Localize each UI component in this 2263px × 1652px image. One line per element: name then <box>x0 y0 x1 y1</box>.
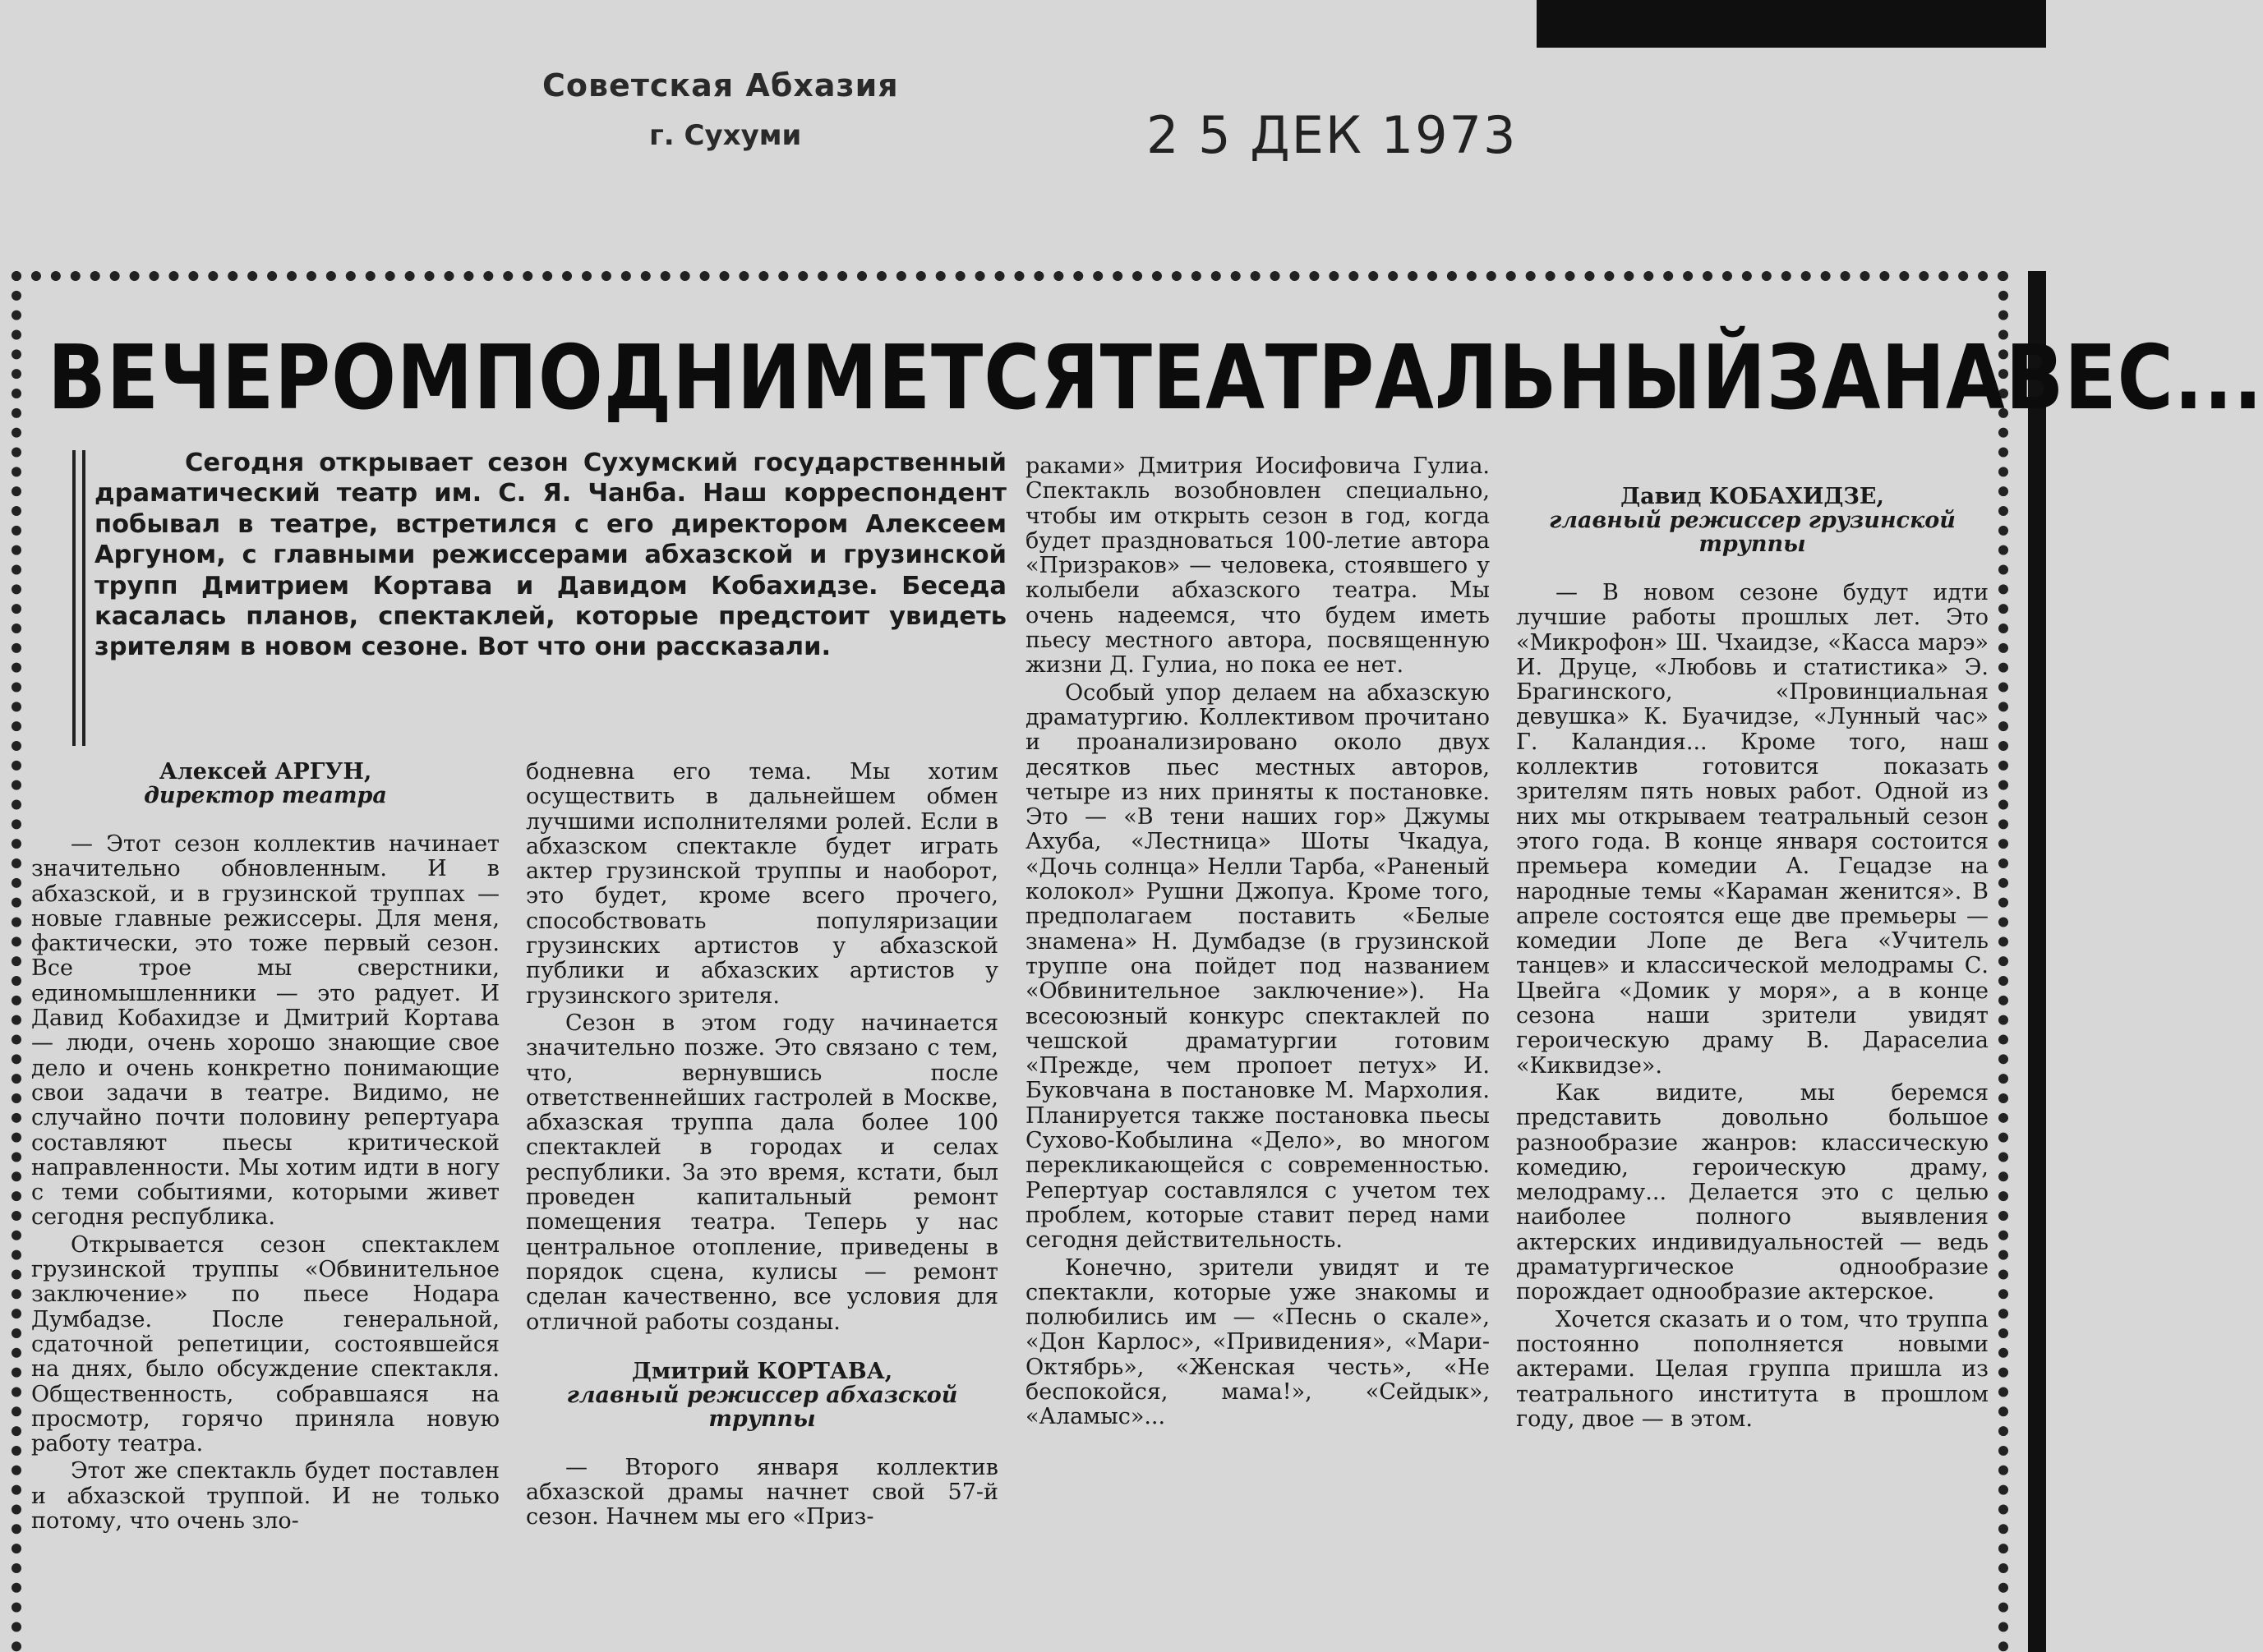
paragraph: Хочется сказать и о том, что труппа постоянно пополняется новыми актерами. Целая группа пришла из театрального института в прошлом году, двое — в этом. <box>1516 1306 1989 1432</box>
byline-name: Дмитрий КОРТАВА, <box>631 1358 893 1384</box>
paragraph: Этот же спектакль будет поставлен и абхазской труппой. И не только потому, что очень зло- <box>31 1458 500 1535</box>
byline-name: Давид КОБАХИДЗЕ, <box>1620 484 1884 509</box>
article-lead: Сегодня открывает сезон Сухумский государственный драматический театр им. С. Я. Чанба. Наш корреспондент побывал в театре, встретился с его директором Алексеем Аргуном, с главными режиссерами абхазской и грузинской трупп Дмитрием Кортава и Давидом Кобахидзе. Беседа касалась планов, спектаклей, которые предстоит увидеть зрителям в новом сезоне. Вот что они рассказали. <box>94 449 1007 662</box>
intro-marker <box>72 450 85 746</box>
column-1 <box>31 760 500 1536</box>
byline-argun <box>31 760 500 808</box>
headline <box>48 327 2263 434</box>
paragraph: Открывается сезон спектаклем грузинской труппы «Обвинительное заключение» по пьесе Нодара Думбадзе. После генеральной, сдаточной репетиции, состоявшейся на днях, было обсуждение спектакля. Общественность, собравшаяся на просмотр, горячо приняла новую работу театра. <box>31 1231 500 1457</box>
scan-dark-corner <box>1537 0 2046 48</box>
paragraph: бодневна его тема. Мы хотим осуществить в дальнейшем обмен лучшими исполнителями ролей. Если в абхазском спектакле будет играть актер грузинской труппы и наоборот, это будет, кроме всего прочего, способствовать популяризации грузинских артистов у абхазской публики и абхазских артистов у грузинского зрителя. <box>526 759 998 1009</box>
byline-role: директор театра <box>144 783 387 808</box>
byline-kortava <box>526 1360 998 1431</box>
headline-word-2: ПОДНИМЕТСЯ <box>473 327 1100 430</box>
column-3 <box>1025 454 1490 1433</box>
paragraph: Особый упор делаем на абхазскую драматургию. Коллективом прочитано и проанализировано около двух десятков пьес местных авторов, четыре из них приняты к постановке. Это — «В тени наших гор» Джумы Ахуба, «Лестница» Шоты Чкадуа, «Дочь солнца» Нелли Тарба, «Раненый колокол» Рушни Джопуа. Кроме того, предполагаем поставить «Белые знамена» Н. Думбадзе (в грузинской труппе она пойдет под названием «Обвинительное заключение»). На всесоюзный конкурс спектаклей по чешской драматургии готовим «Прежде, чем пропоет петух» И. Буковчана в постановке М. Мархолия. Планируется также постановка пьесы Сухово-Кобылина «Дело», во многом перекликающейся с современностью. Репертуар составлялся с учетом тех проблем, которые ставит перед нами сегодня действительность. <box>1025 679 1490 1254</box>
stamp-city: г. Сухуми <box>649 119 802 152</box>
paragraph: Конечно, зрители увидят и те спектакли, которые уже знакомы и полюбились им — «Песнь о скале», «Дон Карлос», «Привидения», «Мари-Октябрь», «Женская честь», «Не беспокойся, мама!», «Сейдык», «Аламыс»... <box>1025 1254 1490 1430</box>
headline-word-1: ВЕЧЕРОМ <box>48 327 474 430</box>
stamp-newspaper: Советская Абхазия <box>542 67 899 104</box>
column-2 <box>526 760 998 1533</box>
paragraph: раками» Дмитрия Иосифовича Гулиа. Спектакль возобновлен специально, чтобы им открыть сезон в год, когда будет праздноваться 100-летие автора «Призраков» — человека, стоявшего у колыбели абхазского театра. Мы очень надеемся, что будем иметь пьесу местного автора, посвященную жизни Д. Гулиа, но пока ее нет. <box>1025 453 1490 679</box>
paragraph: — В новом сезоне будут идти лучшие работы прошлых лет. Это «Микрофон» Ш. Чхаидзе, «Касса марэ» И. Друце, «Любовь и статистика» Э. Брагинского, «Провинциальная девушка» К. Буачидзе, «Лунный час» Г. Каландия... Кроме того, наш коллектив готовится показать зрителям пять новых работ. Одной из них мы открываем театральный сезон этого года. В конце января состоится премьера комедии А. Гецадзе на народные темы «Караман женится». В апреле состоятся еще две премьеры — комедии Лопе де Вега «Учитель танцев» и классической мелодрамы С. Цвейга «Домик у моря», а в конце сезона наши зрители увидят героическую драму В. Дараселиа «Киквидзе». <box>1516 580 1989 1079</box>
paragraph: Сезон в этом году начинается значительно позже. Это связано с тем, что, вернувшись после ответственнейших гастролей в Москве, абхазская труппа дала более 100 спектаклей в городах и селах республики. За это время, кстати, был проведен капитальный ремонт помещения театра. Теперь у нас центральное отопление, приведены в порядок сцена, кулисы — ремонт сделан качественно, все условия для отличной работы созданы. <box>526 1010 998 1335</box>
column-4 <box>1516 485 1989 1434</box>
headline-word-3: ТЕАТРАЛЬНЫЙ <box>1099 327 1767 430</box>
byline-role: главный режиссер абхазской труппы <box>566 1382 958 1432</box>
paragraph: — Второго января коллектив абхазской драмы начнет свой 57-й сезон. Начнем мы его «Приз- <box>526 1454 998 1530</box>
byline-kobakhidze <box>1516 485 1989 556</box>
byline-role: главный режиссер грузинской труппы <box>1549 508 1956 557</box>
headline-word-4: ЗАНАВЕС... <box>1766 327 2263 430</box>
stamp-date: 2 5 ДЕК 1973 <box>1146 105 1518 165</box>
paragraph: — Этот сезон коллектив начинает значительно обновленным. И в абхазской, и в грузинской труппах — новые главные режиссеры. Для меня, фактически, это тоже первый сезон. Все трое мы сверстники, единомышленники — это радует. И Давид Кобахидзе и Дмитрий Кортава — люди, очень хорошо знающие свое дело и очень конкретно понимающие свои задачи в театре. Видимо, не случайно почти половину репертуара составляют пьесы критической направленности. Мы хотим идти в ногу с теми событиями, которыми живет сегодня республика. <box>31 831 500 1231</box>
scan-dark-edge <box>2028 271 2046 1652</box>
byline-name: Алексей АРГУН, <box>159 759 372 785</box>
paragraph: Как видите, мы беремся представить довольно большое разнообразие жанров: классическую комедию, героическую драму, мелодраму... Делается это с целью наиболее полного выявления актерских индивидуальностей — ведь драматургическое однообразие порождает однообразие актерское. <box>1516 1079 1989 1305</box>
